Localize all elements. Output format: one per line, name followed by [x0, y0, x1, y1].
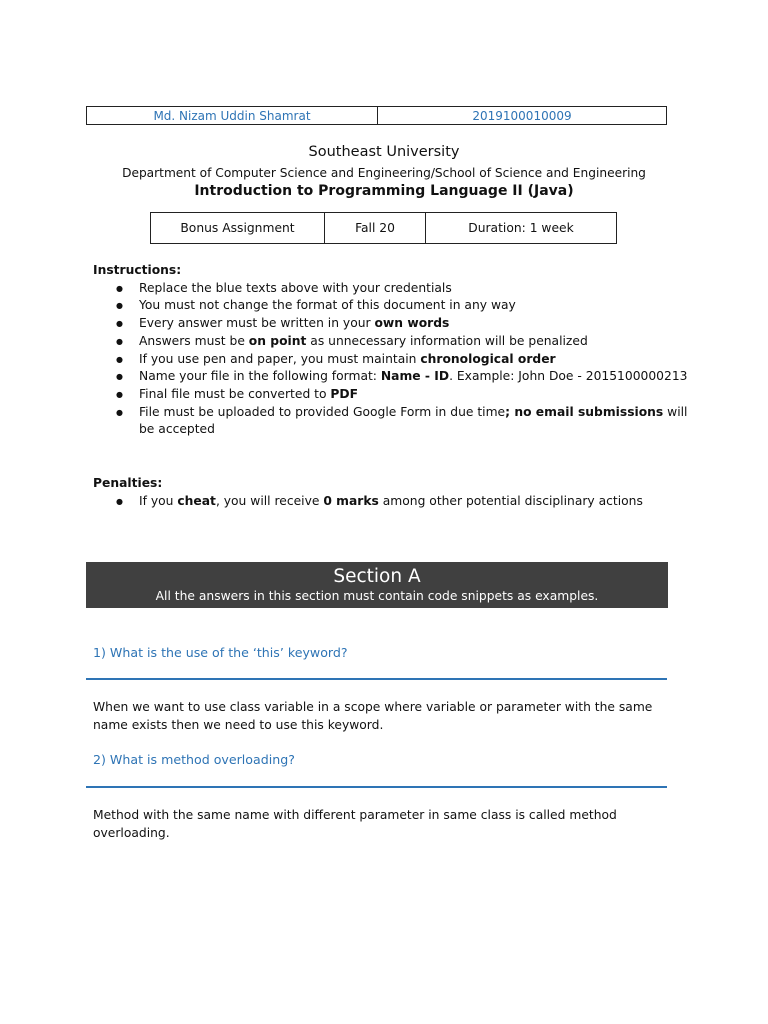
- section-banner: [86, 562, 668, 608]
- instructions-list: [93, 280, 699, 439]
- credentials-table: [86, 106, 667, 125]
- instructions-heading: Instructions:: [93, 263, 182, 277]
- list-item: ● If you use pen and paper, you must maintain chronological order: [93, 351, 699, 369]
- student-id: 2019100010009: [472, 108, 572, 123]
- answer-1: When we want to use class variable in a scope where variable or parameter with the same name exists then we need to use this keyword.: [93, 700, 653, 732]
- penalties-heading: Penalties:: [93, 476, 163, 490]
- divider: [86, 786, 667, 788]
- course-title: Introduction to Programming Language II (Java): [194, 183, 574, 199]
- university-initial: S: [308, 144, 318, 160]
- list-item: ● File must be uploaded to provided Google Form in due time; no email submissions will be accepted: [93, 404, 699, 439]
- assignment-type: Bonus Assignment: [151, 213, 325, 243]
- list-item: ● Every answer must be written in your own words: [93, 315, 699, 333]
- answer-2: Method with the same name with different parameter in same class is called method overloading.: [93, 808, 617, 840]
- section-subtitle: All the answers in this section must contain code snippets as examples.: [155, 589, 599, 603]
- list-item: ● Final file must be converted to PDF: [93, 386, 699, 404]
- instructions: [93, 262, 699, 439]
- department: Department of Computer Science and Engineering/School of Science and Engineering: [122, 166, 646, 180]
- duration: Duration: 1 week: [468, 221, 574, 235]
- question-2: 2) What is method overloading?: [93, 752, 295, 767]
- list-item: ● Name your file in the following format: Name - ID. Example: John Doe - 2015100000213: [93, 368, 699, 386]
- term: Fall 20: [325, 213, 426, 243]
- penalties-list: [93, 493, 699, 511]
- list-item: ● Replace the blue texts above with your credentials: [93, 280, 699, 298]
- university-rest: outheast University: [317, 144, 460, 160]
- list-item: ● You must not change the format of this document in any way: [93, 297, 699, 315]
- divider: [86, 678, 667, 680]
- question-1: 1) What is the use of the ‘this’ keyword?: [93, 645, 348, 660]
- penalties: [93, 475, 699, 510]
- section-title: Section A: [333, 566, 421, 587]
- assignment-info-table: [150, 212, 617, 244]
- student-name: Md. Nizam Uddin Shamrat: [87, 107, 378, 124]
- university-name: [0, 144, 768, 160]
- list-item: ● Answers must be on point as unnecessary information will be penalized: [93, 333, 699, 351]
- list-item: ● If you cheat, you will receive 0 marks among other potential disciplinary actions: [93, 493, 699, 511]
